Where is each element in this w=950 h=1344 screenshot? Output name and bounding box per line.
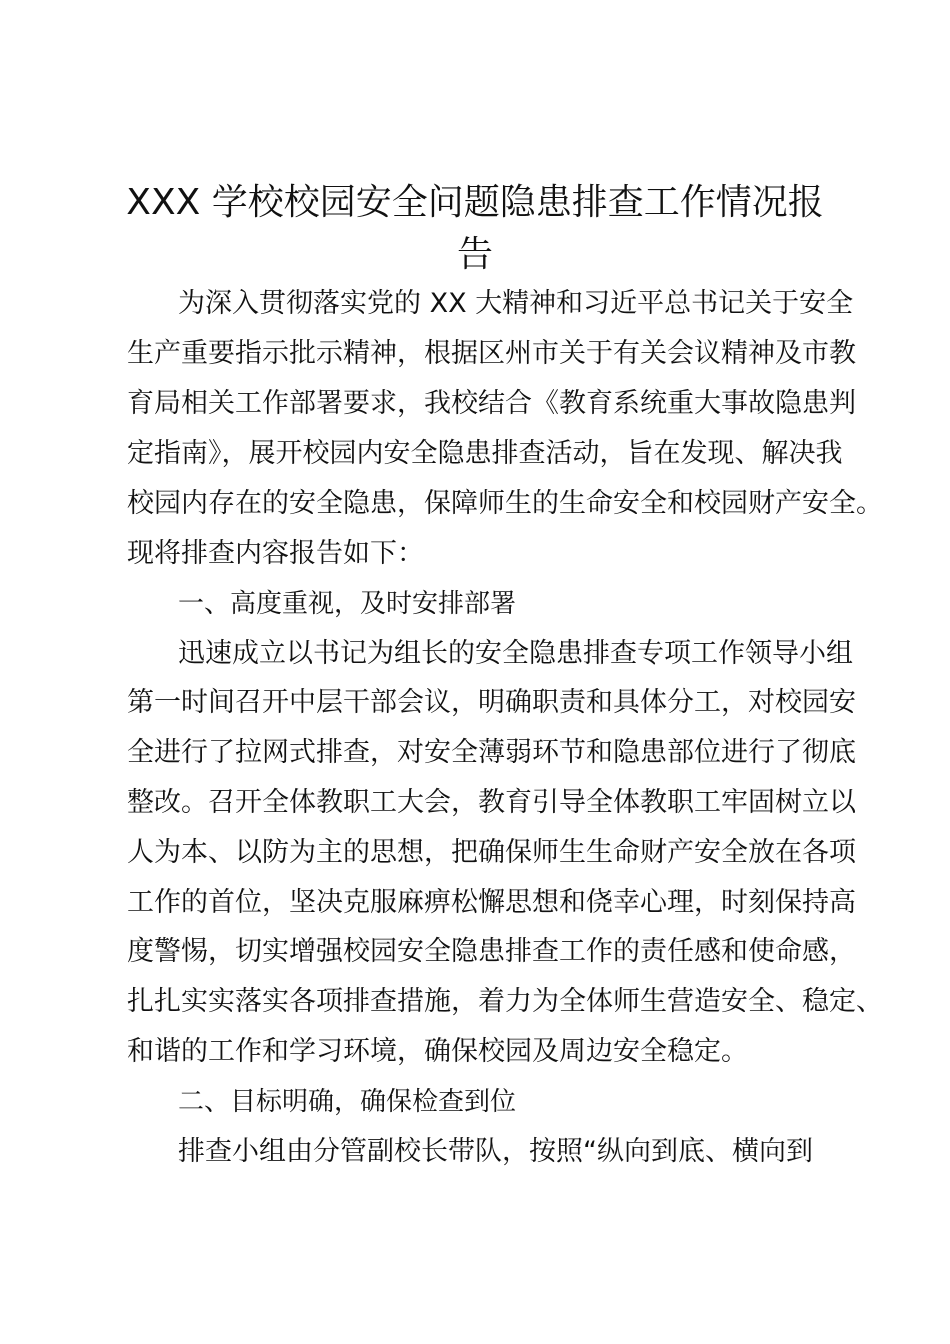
paragraph-line: 育局相关工作部署要求，我校结合《教育系统重大事故隐患判 <box>127 388 856 419</box>
paragraph-line: 第一时间召开中层干部会议，明确职责和具体分工，对校园安 <box>127 687 856 718</box>
paragraph-line: 和谐的工作和学习环境，确保校园及周边安全稳定。 <box>127 1036 748 1067</box>
paragraph-line: 迅速成立以书记为组长的安全隐患排查专项工作领导小组 <box>178 638 853 669</box>
paragraph-line: 扎扎实实落实各项排查措施，着力为全体师生营造安全、稳定、 <box>127 986 883 1017</box>
paragraph-line: 全进行了拉网式排查，对安全薄弱环节和隐患部位进行了彻底 <box>127 737 856 768</box>
section-heading-2: 二、目标明确，确保检查到位 <box>178 1087 517 1117</box>
document-title-line-1: XXX 学校校园安全问题隐患排查工作情况报 <box>126 182 824 223</box>
paragraph-line: 校园内存在的安全隐患，保障师生的生命安全和校园财产安全。 <box>127 488 883 519</box>
paragraph-line: 生产重要指示批示精神，根据区州市关于有关会议精神及市教 <box>127 338 856 369</box>
paragraph-line: 度警惕，切实增强校园安全隐患排查工作的责任感和使命感， <box>127 936 856 967</box>
document-title-line-2: 告 <box>456 234 493 275</box>
paragraph-line: 人为本、以防为主的思想，把确保师生生命财产安全放在各项 <box>127 837 856 868</box>
section-heading-1: 一、高度重视，及时安排部署 <box>178 589 517 619</box>
paragraph-line: 工作的首位，坚决克服麻痹松懈思想和侥幸心理，时刻保持高 <box>127 887 856 918</box>
paragraph-line: 为深入贯彻落实党的 XX 大精神和习近平总书记关于安全 <box>178 288 854 319</box>
paragraph-line: 定指南》，展开校园内安全隐患排查活动，旨在发现、解决我 <box>127 438 843 469</box>
paragraph-line: 现将排查内容报告如下： <box>127 538 424 569</box>
paragraph-line: 排查小组由分管副校长带队，按照“纵向到底、横向到 <box>178 1136 813 1167</box>
paragraph-line: 整改。召开全体教职工大会，教育引导全体教职工牢固树立以 <box>127 787 856 818</box>
